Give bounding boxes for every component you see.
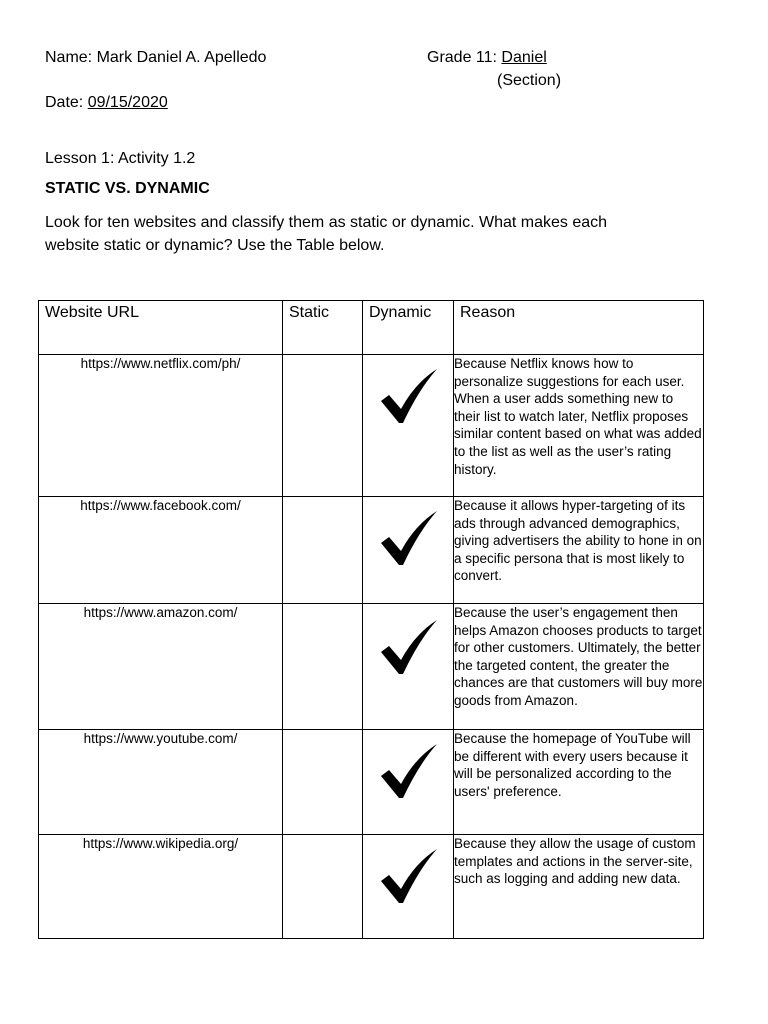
column-header-reason: Reason — [454, 301, 704, 355]
static-cell — [283, 497, 363, 604]
reason-cell: Because it allows hyper-targeting of its ads through advanced demographics, giving advertisers the ability to hone in on a specific persona that is most likely to convert. — [454, 497, 704, 604]
reason-cell: Because the user’s engagement then helps Amazon chooses products to target for other customers. Ultimately, the better the targeted content, the greater the chances are that customers will buy more goods from Amazon. — [454, 604, 704, 730]
table-row — [39, 835, 704, 939]
reason-cell: Because they allow the usage of custom templates and actions in the server-site, such as logging and adding new data. — [454, 835, 704, 939]
column-header-static: Static — [283, 301, 363, 355]
checkmark-icon — [377, 507, 441, 571]
instructions-line-2: website static or dynamic? Use the Table below. — [45, 237, 385, 254]
url-cell: https://www.wikipedia.org/ — [39, 835, 283, 939]
date-label: Date: — [45, 94, 88, 111]
table-row — [39, 604, 704, 730]
column-header-dynamic: Dynamic — [363, 301, 454, 355]
checkmark-icon — [377, 845, 441, 909]
grade-line — [427, 48, 547, 68]
url-cell: https://www.youtube.com/ — [39, 730, 283, 835]
checkmark-icon — [377, 740, 441, 804]
date-value: 09/15/2020 — [87, 94, 168, 111]
lesson-instructions — [45, 211, 725, 257]
table-row — [39, 355, 704, 497]
dynamic-cell — [363, 497, 454, 604]
checkmark-icon — [377, 365, 441, 429]
url-cell: https://www.amazon.com/ — [39, 604, 283, 730]
table-row — [39, 497, 704, 604]
static-cell — [283, 835, 363, 939]
table-header-row — [39, 301, 704, 355]
dynamic-cell — [363, 355, 454, 497]
static-cell — [283, 730, 363, 835]
student-name: Name: Mark Daniel A. Apelledo — [45, 49, 267, 66]
static-cell — [283, 604, 363, 730]
section-caption: (Section) — [497, 72, 562, 89]
websites-table — [38, 300, 704, 939]
reason-cell: Because the homepage of YouTube will be different with every users because it will be personalized according to the users' preference. — [454, 730, 704, 835]
lesson-activity: Lesson 1: Activity 1.2 — [45, 150, 196, 167]
dynamic-cell — [363, 730, 454, 835]
dynamic-cell — [363, 604, 454, 730]
dynamic-cell — [363, 835, 454, 939]
date-line — [45, 93, 168, 113]
url-cell: https://www.netflix.com/ph/ — [39, 355, 283, 497]
column-header-url: Website URL — [39, 301, 283, 355]
reason-cell: Because Netflix knows how to personalize suggestions for each user. When a user adds something new to their list to watch later, Netflix proposes similar content based on what was added to the list as well as the user’s rating history. — [454, 355, 704, 497]
static-cell — [283, 355, 363, 497]
checkmark-icon — [377, 616, 441, 680]
grade-label: Grade 11: — [427, 49, 502, 66]
table-row — [39, 730, 704, 835]
url-cell: https://www.facebook.com/ — [39, 497, 283, 604]
lesson-title: STATIC VS. DYNAMIC — [45, 180, 210, 197]
grade-section-value: Daniel — [501, 49, 547, 66]
instructions-line-1: Look for ten websites and classify them as static or dynamic. What makes each — [45, 214, 608, 231]
